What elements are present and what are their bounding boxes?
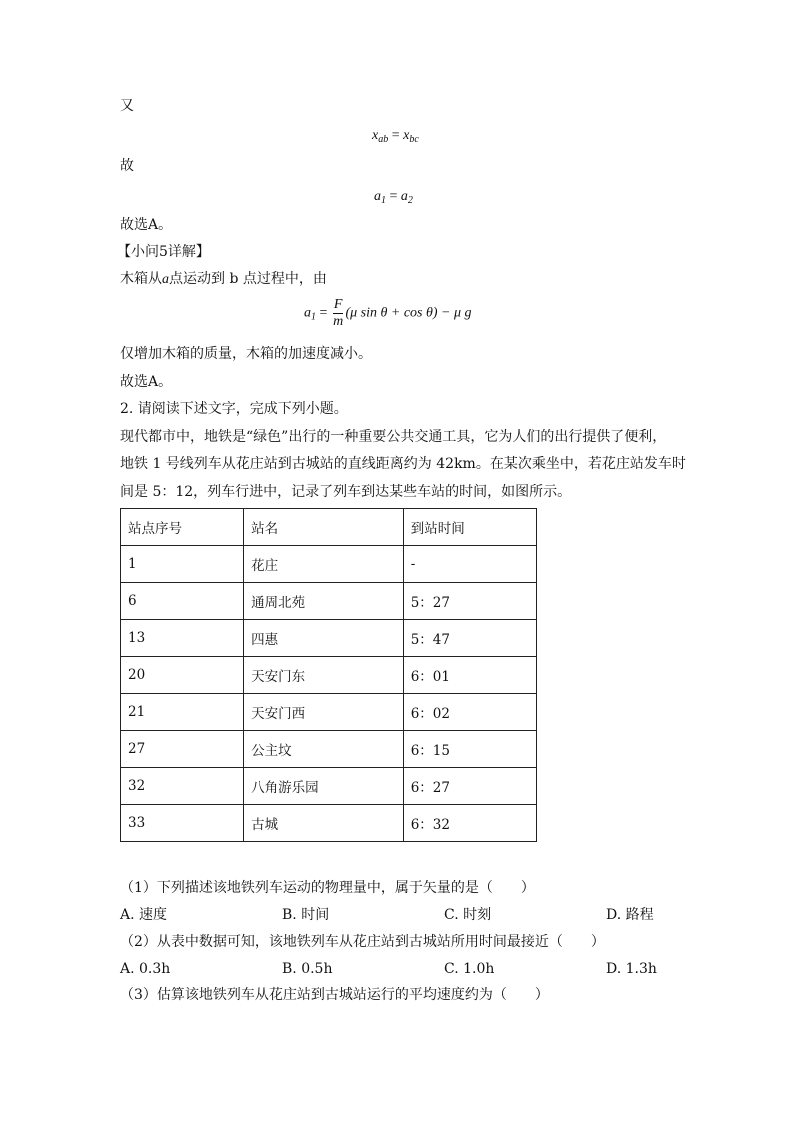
text-conclusion: 仅增加木箱的质量，木箱的加速度减小。	[120, 346, 372, 362]
text-you: 又	[120, 98, 134, 114]
cell-station-number: 13	[121, 620, 244, 657]
cell-station-number: 20	[121, 657, 244, 694]
cell-station-name: 古城	[244, 805, 404, 842]
cell-station-name: 天安门东	[244, 657, 404, 694]
cell-station-name: 公主坟	[244, 731, 404, 768]
cell-station-name: 八角游乐园	[244, 768, 404, 805]
table-row	[121, 657, 537, 694]
q2-option-c: C. 1.0h	[444, 961, 495, 977]
cell-station-name: 四惠	[244, 620, 404, 657]
header-arrival-time: 到站时间	[403, 509, 536, 546]
equation-a1-equals-a2: $a_1 = a_2$	[374, 189, 413, 206]
section-title-q5-detail: 【小问5详解】	[117, 244, 210, 260]
table-row	[121, 805, 537, 842]
equation-x-ab-equals-x-bc: $x_{ab} = x_{bc}$	[372, 128, 419, 145]
q1-option-b: B. 时间	[282, 907, 330, 923]
table-row	[121, 731, 537, 768]
paragraph-line-1: 现代都市中，地铁是“绿色”出行的一种重要公共交通工具，它为人们的出行提供了便利，	[120, 429, 667, 445]
cell-arrival-time: 6：32	[403, 805, 536, 842]
cell-arrival-time: 6：02	[403, 694, 536, 731]
header-station-number: 站点序号	[121, 509, 244, 546]
q2-option-d: D. 1.3h	[606, 961, 657, 977]
table-row	[121, 546, 537, 583]
equation-acceleration: $a_1$ = $\frac{F}{m}$ (μ sin θ + cos θ) − μ g	[304, 297, 472, 329]
sub-question-3: （3）估算该地铁列车从花庄站到古城站运行的平均速度约为（ ）	[120, 987, 549, 1003]
cell-station-name: 花庄	[244, 546, 404, 583]
paragraph-line-3: 间是 5：12，列车行进中，记录了列车到达某些车站的时间，如图所示。	[120, 484, 572, 500]
question-2-intro: 2. 请阅读下述文字，完成下列小题。	[120, 401, 348, 417]
cell-arrival-time: 6：01	[403, 657, 536, 694]
q1-option-d: D. 路程	[606, 907, 654, 923]
answer-choose-a-2: 故选A。	[120, 374, 173, 390]
q2-option-b: B. 0.5h	[282, 961, 333, 977]
paragraph-line-2: 地铁 1 号线列车从花庄站到古城站的直线距离约为 42km。在某次乘坐中，若花庄站发车时	[120, 456, 686, 472]
header-station-name: 站名	[244, 509, 404, 546]
answer-choose-a-1: 故选A。	[120, 217, 173, 233]
cell-station-number: 27	[121, 731, 244, 768]
cell-station-number: 33	[121, 805, 244, 842]
cell-arrival-time: 6：15	[403, 731, 536, 768]
table-row	[121, 694, 537, 731]
table-row	[121, 768, 537, 805]
table-header-row	[121, 509, 537, 546]
q2-option-a: A. 0.3h	[120, 961, 171, 977]
fraction-f-over-m: $\frac{F}{m}$	[333, 297, 344, 329]
cell-station-name: 通周北苑	[244, 583, 404, 620]
cell-station-number: 1	[121, 546, 244, 583]
cell-station-number: 6	[121, 583, 244, 620]
cell-arrival-time: 6：27	[403, 768, 536, 805]
sub-question-1: （1）下列描述该地铁列车运动的物理量中，属于矢量的是（ ）	[120, 880, 535, 896]
sentence-box-motion: 木箱从a点运动到 b 点过程中，由	[120, 271, 327, 287]
cell-arrival-time: -	[403, 546, 536, 583]
cell-station-name: 天安门西	[244, 694, 404, 731]
station-table	[120, 508, 537, 842]
cell-station-number: 21	[121, 694, 244, 731]
table-row	[121, 583, 537, 620]
cell-arrival-time: 5：27	[403, 583, 536, 620]
sub-question-2: （2）从表中数据可知，该地铁列车从花庄站到古城站所用时间最接近（ ）	[120, 934, 605, 950]
text-gu: 故	[120, 158, 134, 174]
q1-option-a: A. 速度	[120, 907, 168, 923]
cell-station-number: 32	[121, 768, 244, 805]
q1-option-c: C. 时刻	[444, 907, 492, 923]
cell-arrival-time: 5：47	[403, 620, 536, 657]
table-row	[121, 620, 537, 657]
